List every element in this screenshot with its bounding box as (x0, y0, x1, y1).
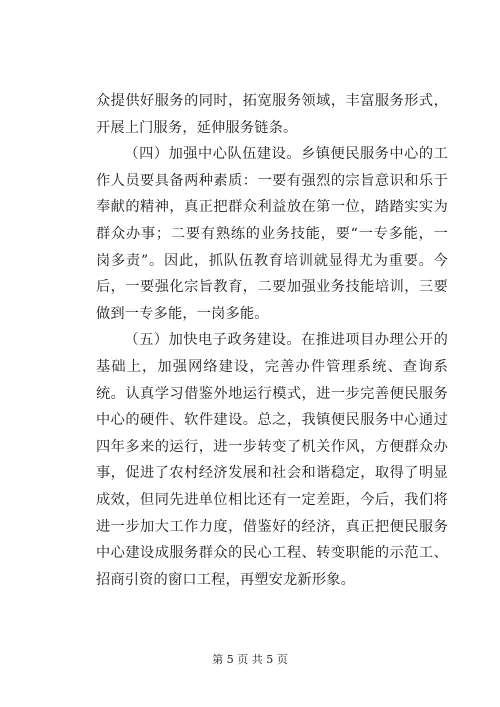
paragraph-service-continuation: 众提供好服务的同时，拓宽服务领域，丰富服务形式，开展上门服务，延伸服务链条。 (96, 93, 448, 136)
paragraph-e-government: （五）加快电子政务建设。在推进项目办理公开的基础上，加强网络建设，完善办件管理系统、查询系统。认真学习借鉴外地运行模式，进一步完善便民服务中心的硬件、软件建设。总之，我镇便民服务中心通过四年多来的运行，进一步转变了机关作风，方便群众办事，促进了农村经济发展和社会和谐稳定，取得了明显成效，但同先进单位相比还有一定差距，今后，我们将进一步加大工作力度，借鉴好的经济，真正把便民服务中心建设成服务群众的民心工程、转变职能的示范工、招商引资的窗口工程，再塑安龙新形象。 (96, 332, 448, 588)
page-number-footer: 第 5 页 共 5 页 (212, 653, 288, 666)
paragraph-team-building: （四）加强中心队伍建设。乡镇便民服务中心的工作人员要具备两种素质：一要有强烈的宗旨意识和乐于奉献的精神，真正把群众利益放在第一位，踏踏实实为群众办事；二要有熟练的业务技能，要“一专多能，一岗多责”。因此，抓队伍教育培训就显得尤为重要。今后，一要强化宗旨教育，二要加强业务技能培训，三要做到一专多能，一岗多能。 (96, 146, 448, 322)
document-body (96, 88, 448, 593)
